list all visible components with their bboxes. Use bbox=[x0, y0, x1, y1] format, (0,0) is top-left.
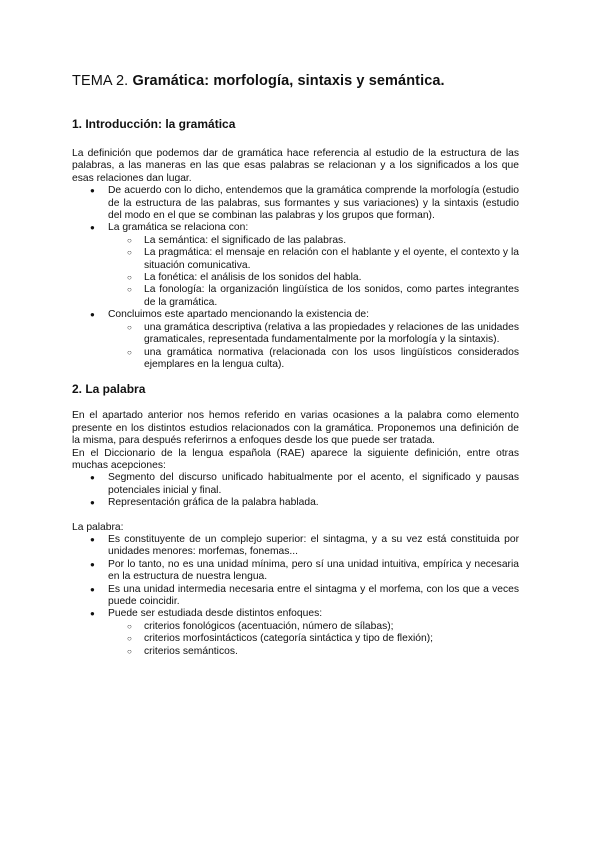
list-item bbox=[72, 534, 519, 559]
sub-list-item: ○ criterios fonológicos (acentuación, número de sílabas); bbox=[108, 621, 519, 633]
list-item-text: La gramática se relaciona con: bbox=[108, 222, 249, 234]
sub-list-item: ○ criterios semánticos. bbox=[108, 646, 519, 658]
sub-list-item: ○ una gramática descriptiva (relativa a las propiedades y relaciones de las unidades gramaticales, representada fundamentalmente por la morfología y la sintaxis). bbox=[108, 322, 519, 347]
bullet-list bbox=[72, 472, 519, 509]
list-item: ● Representación gráfica de la palabra hablada. bbox=[72, 497, 519, 509]
list-item: ● Segmento del discurso unificado habitualmente por el acento, el significado y pausas potenciales inicial y final. bbox=[72, 472, 519, 497]
list-item bbox=[72, 608, 519, 658]
sub-list bbox=[108, 621, 519, 658]
paragraph: En el Diccionario de la lengua española (RAE) aparece la siguiente definición, entre otras muchas acepciones: bbox=[72, 447, 519, 471]
list-item-text: Por lo tanto, no es una unidad mínima, pero sí una unidad intuitiva, empírica y necesaria en la estructura de nuestra lengua. bbox=[108, 558, 519, 583]
spacer bbox=[72, 510, 519, 522]
document-title bbox=[72, 72, 519, 90]
document-body bbox=[72, 72, 519, 658]
section-heading: 1. Introducción: la gramática bbox=[72, 117, 236, 131]
bullet-list bbox=[72, 534, 519, 658]
list-item-text: Puede ser estudiada desde distintos enfoques: bbox=[108, 608, 323, 620]
list-item bbox=[72, 222, 519, 309]
paragraph: En el apartado anterior nos hemos referido en varias ocasiones a la palabra como elemento presente en los distintos estudios relacionados con la gramática. Proponemos una definición de la misma, para después referirnos a enfoques desde los que puede ser tratada. bbox=[72, 410, 519, 447]
sub-list-item: ○ criterios morfosintácticos (categoría sintáctica y tipo de flexión); bbox=[108, 633, 519, 645]
list-item-text: De acuerdo con lo dicho, entendemos que la gramática comprende la morfología (estudio de la estructura de las palabras, sus formantes y sus variaciones) y la sintaxis (estudio del modo en el que se combinan las palabras y los grupos que forman). bbox=[108, 185, 519, 222]
list-item bbox=[72, 559, 519, 584]
title-prefix: TEMA 2. bbox=[72, 73, 133, 89]
list-item bbox=[72, 185, 519, 222]
sub-list-item: ○ La fonética: el análisis de los sonidos del habla. bbox=[108, 272, 519, 284]
sub-list-item: ○ una gramática normativa (relacionada con los usos lingüísticos considerados ejemplares en la lengua culta). bbox=[108, 347, 519, 372]
list-item bbox=[72, 309, 519, 371]
sub-list-item: ○ La semántica: el significado de las palabras. bbox=[108, 235, 519, 247]
list-item-text: Es una unidad intermedia necesaria entre el sintagma y el morfema, con los que a veces puede coincidir. bbox=[108, 583, 519, 607]
sub-list bbox=[108, 322, 519, 372]
bullet-list bbox=[72, 185, 519, 371]
sub-list-item: ○ La fonología: la organización lingüística de los sonidos, como partes integrantes de la gramática. bbox=[108, 284, 519, 309]
title-main: Gramática: morfología, sintaxis y semántica. bbox=[132, 73, 445, 89]
sub-list bbox=[108, 235, 519, 309]
paragraph: La palabra: bbox=[72, 521, 124, 533]
section-heading: 2. La palabra bbox=[72, 382, 146, 397]
sub-list-item: ○ La pragmática: el mensaje en relación con el hablante y el oyente, el contexto y la situación comunicativa. bbox=[108, 247, 519, 272]
list-item bbox=[72, 584, 519, 609]
paragraph: La definición que podemos dar de gramática hace referencia al estudio de la estructura de las palabras, a las maneras en las que esas palabras se relacionan y a los significados a los que esas relaciones dan lugar. bbox=[72, 148, 519, 184]
list-item-text: Concluimos este apartado mencionando la existencia de: bbox=[108, 309, 370, 321]
list-item-text: Es constituyente de un complejo superior: el sintagma, y a su vez está constituida por unidades menores: morfemas, fonemas... bbox=[108, 533, 519, 558]
